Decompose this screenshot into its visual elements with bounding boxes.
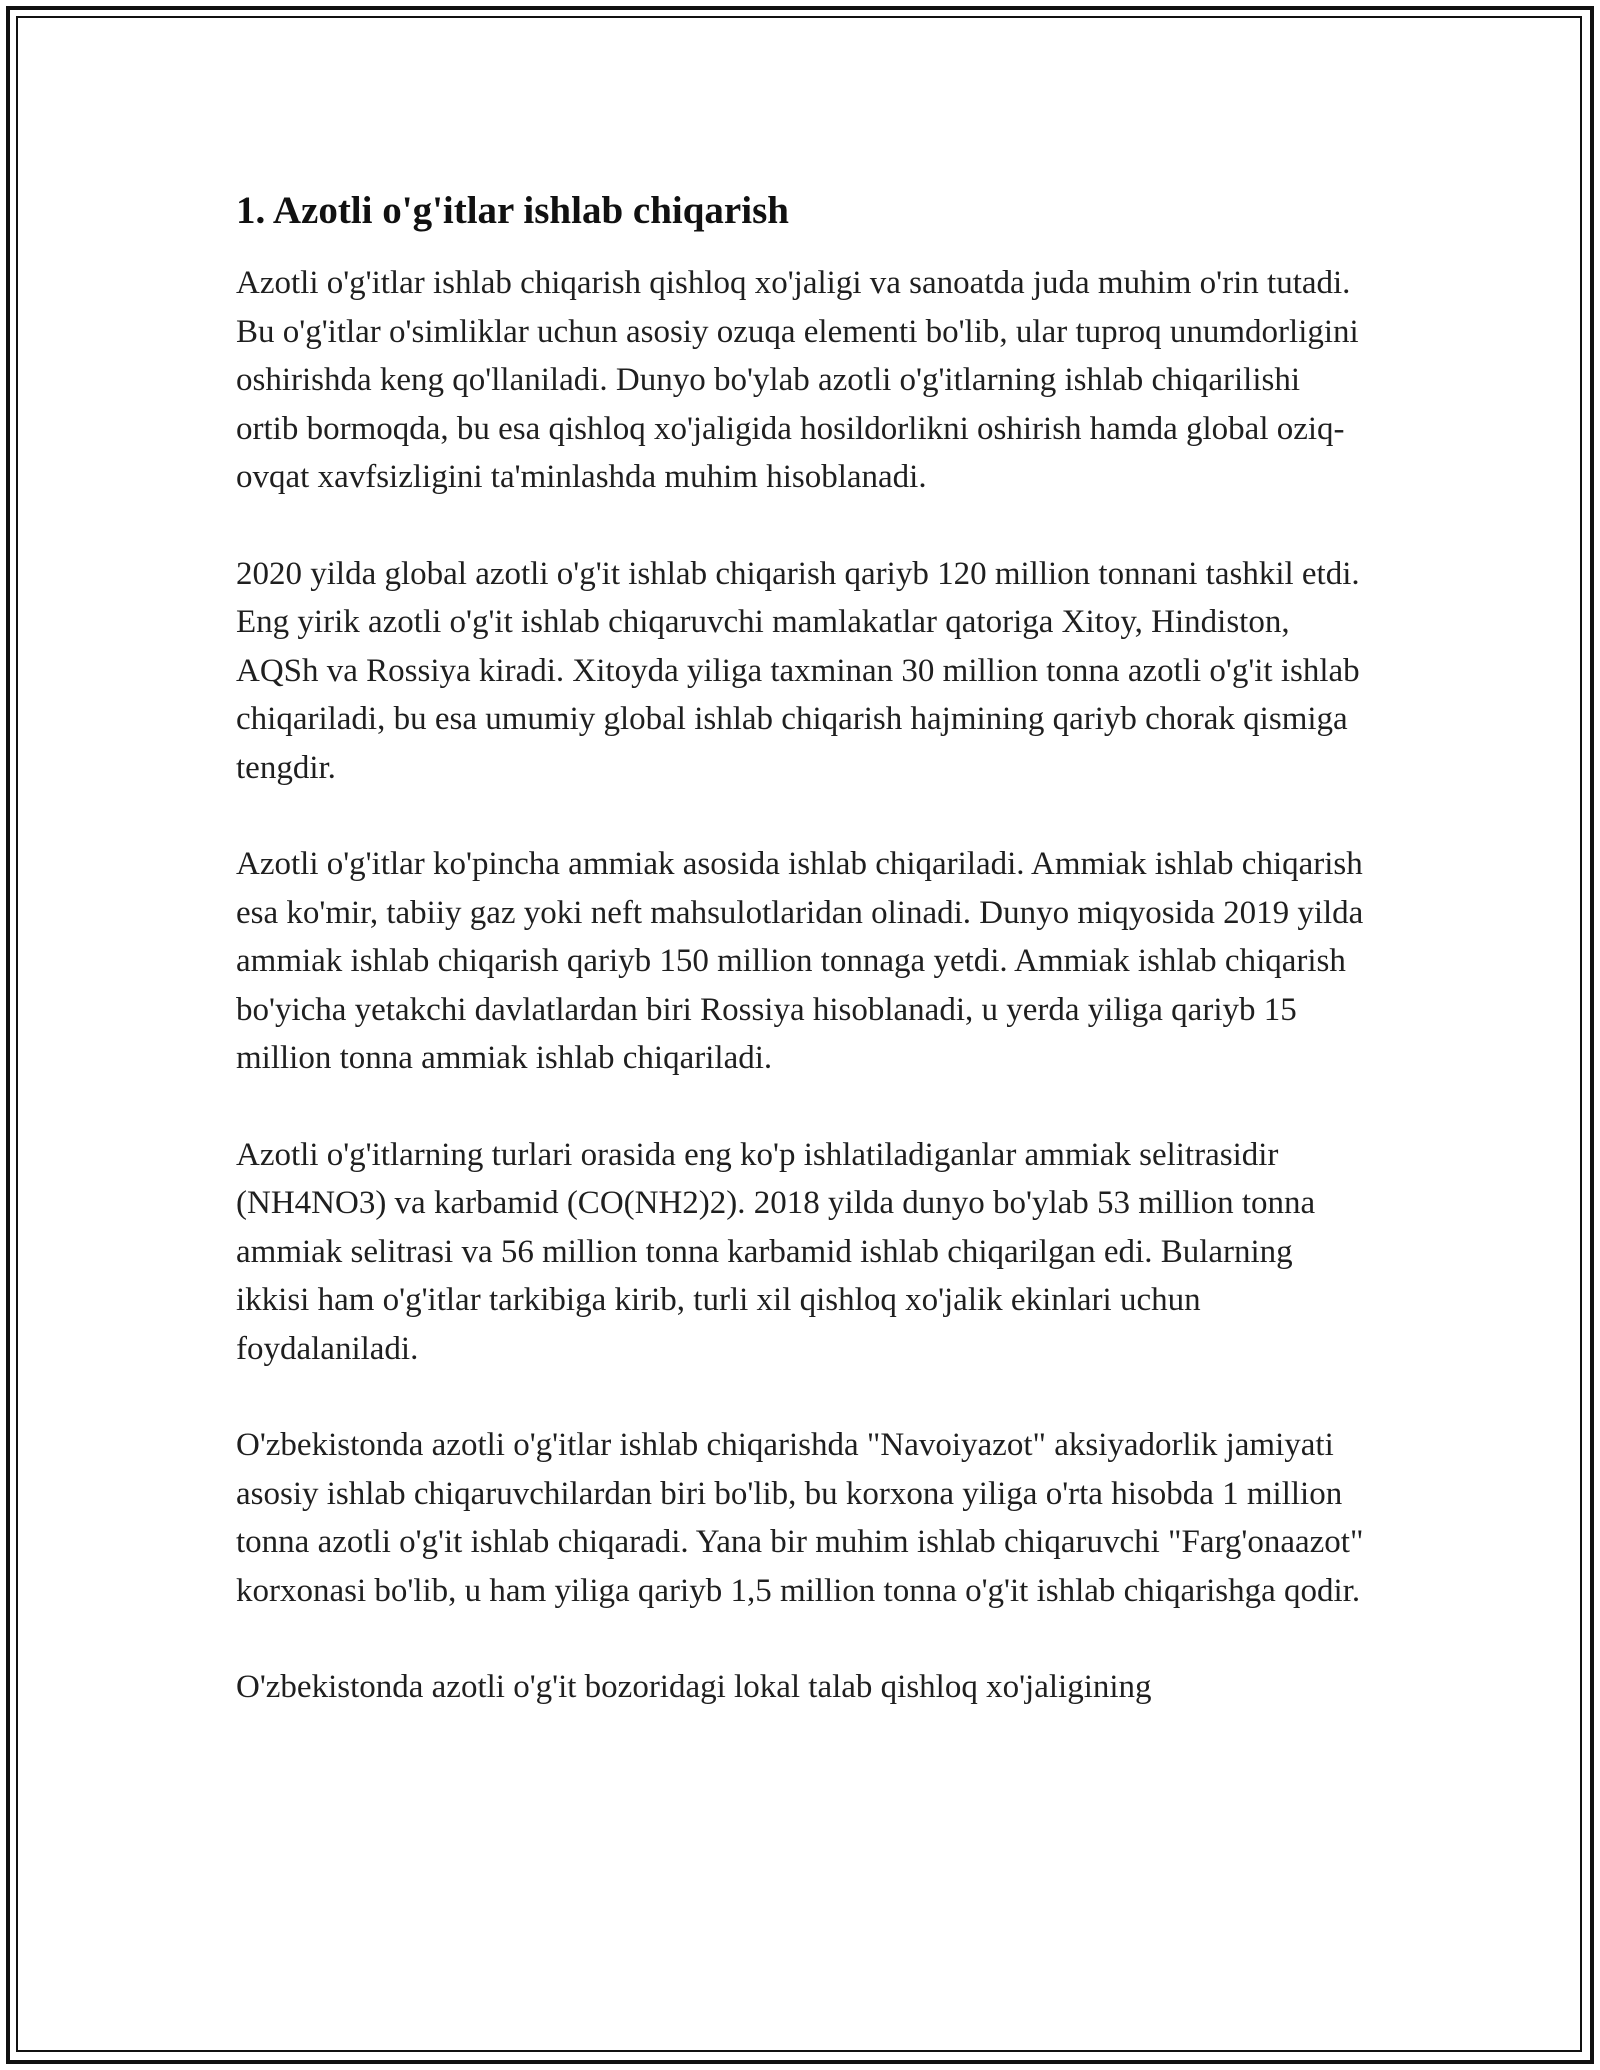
paragraph-local-demand: O'zbekistonda azotli o'g'it bozoridagi lokal talab qishloq xo'jaligining <box>236 1669 1152 1705</box>
paragraph-intro: Azotli o'g'itlar ishlab chiqarish qishloq xo'jaligi va sanoatda juda muhim o'rin tutadi. Bu o'g'itlar o'simliklar uchun asosiy ozuqa elementi bo'lib, ular tuproq unumdorligini oshirishda keng qo'llaniladi. Dunyo bo'ylab azotli o'g'itlarning ishlab chiqarilishi ortib bormoqda, bu esa qishloq xo'jaligida hosildorlikni oshirish hamda global oziq-ovqat xavfsizligini ta'minlashda muhim hisoblanadi. <box>236 265 1359 495</box>
paragraph-fertilizer-types: Azotli o'g'itlarning turlari orasida eng ko'p ishlatiladiganlar ammiak selitrasidir (NH4NO3) va karbamid (CO(NH2)2). 2018 yilda dunyo bo'ylab 53 million tonna ammiak selitrasi va 56 million tonna karbamid ishlab chiqarilgan edi. Bularning ikkisi ham o'g'itlar tarkibiga kirib, turli xil qishloq xo'jalik ekinlari uchun foydalaniladi. <box>236 1136 1316 1367</box>
paragraph-ammonia: Azotli o'g'itlar ko'pincha ammiak asosida ishlab chiqariladi. Ammiak ishlab chiqarish esa ko'mir, tabiiy gaz yoki neft mahsulotlaridan olinadi. Dunyo miqyosida 2019 yilda ammiak ishlab chiqarish qariyb 150 million tonnaga yetdi. Ammiak ishlab chiqarish bo'yicha yetakchi davlatlardan biri Rossiya hisoblanadi, u yerda yiliga qariyb 15 million tonna ammiak ishlab chiqariladi. <box>236 846 1364 1076</box>
paragraph-global-production: 2020 yilda global azotli o'g'it ishlab chiqarish qariyb 120 million tonnani tashkil etdi. Eng yirik azotli o'g'it ishlab chiqaruvchi mamlakatlar qatoriga Xitoy, Hindiston, AQSh va Rossiya kiradi. Xitoyda yiliga taxminan 30 million tonna azotli o'g'it ishlab chiqariladi, bu esa umumiy global ishlab chiqarish hajmining qariyb chorak qismiga tengdir. <box>236 555 1360 786</box>
document-body <box>236 185 1366 1712</box>
paragraph-uzbekistan-producers: O'zbekistonda azotli o'g'itlar ishlab chiqarishda "Navoiyazot" aksiyadorlik jamiyati asosiy ishlab chiqaruvchilardan biri bo'lib, bu korxona yiliga o'rta hisobda 1 million tonna azotli o'g'it ishlab chiqaradi. Yana bir muhim ishlab chiqaruvchi "Farg'onaazot" korxonasi bo'lib, u ham yiliga qariyb 1,5 million tonna o'g'it ishlab chiqarishga qodir. <box>236 1427 1364 1609</box>
section-heading: 1. Azotli o'g'itlar ishlab chiqarish <box>236 189 789 232</box>
